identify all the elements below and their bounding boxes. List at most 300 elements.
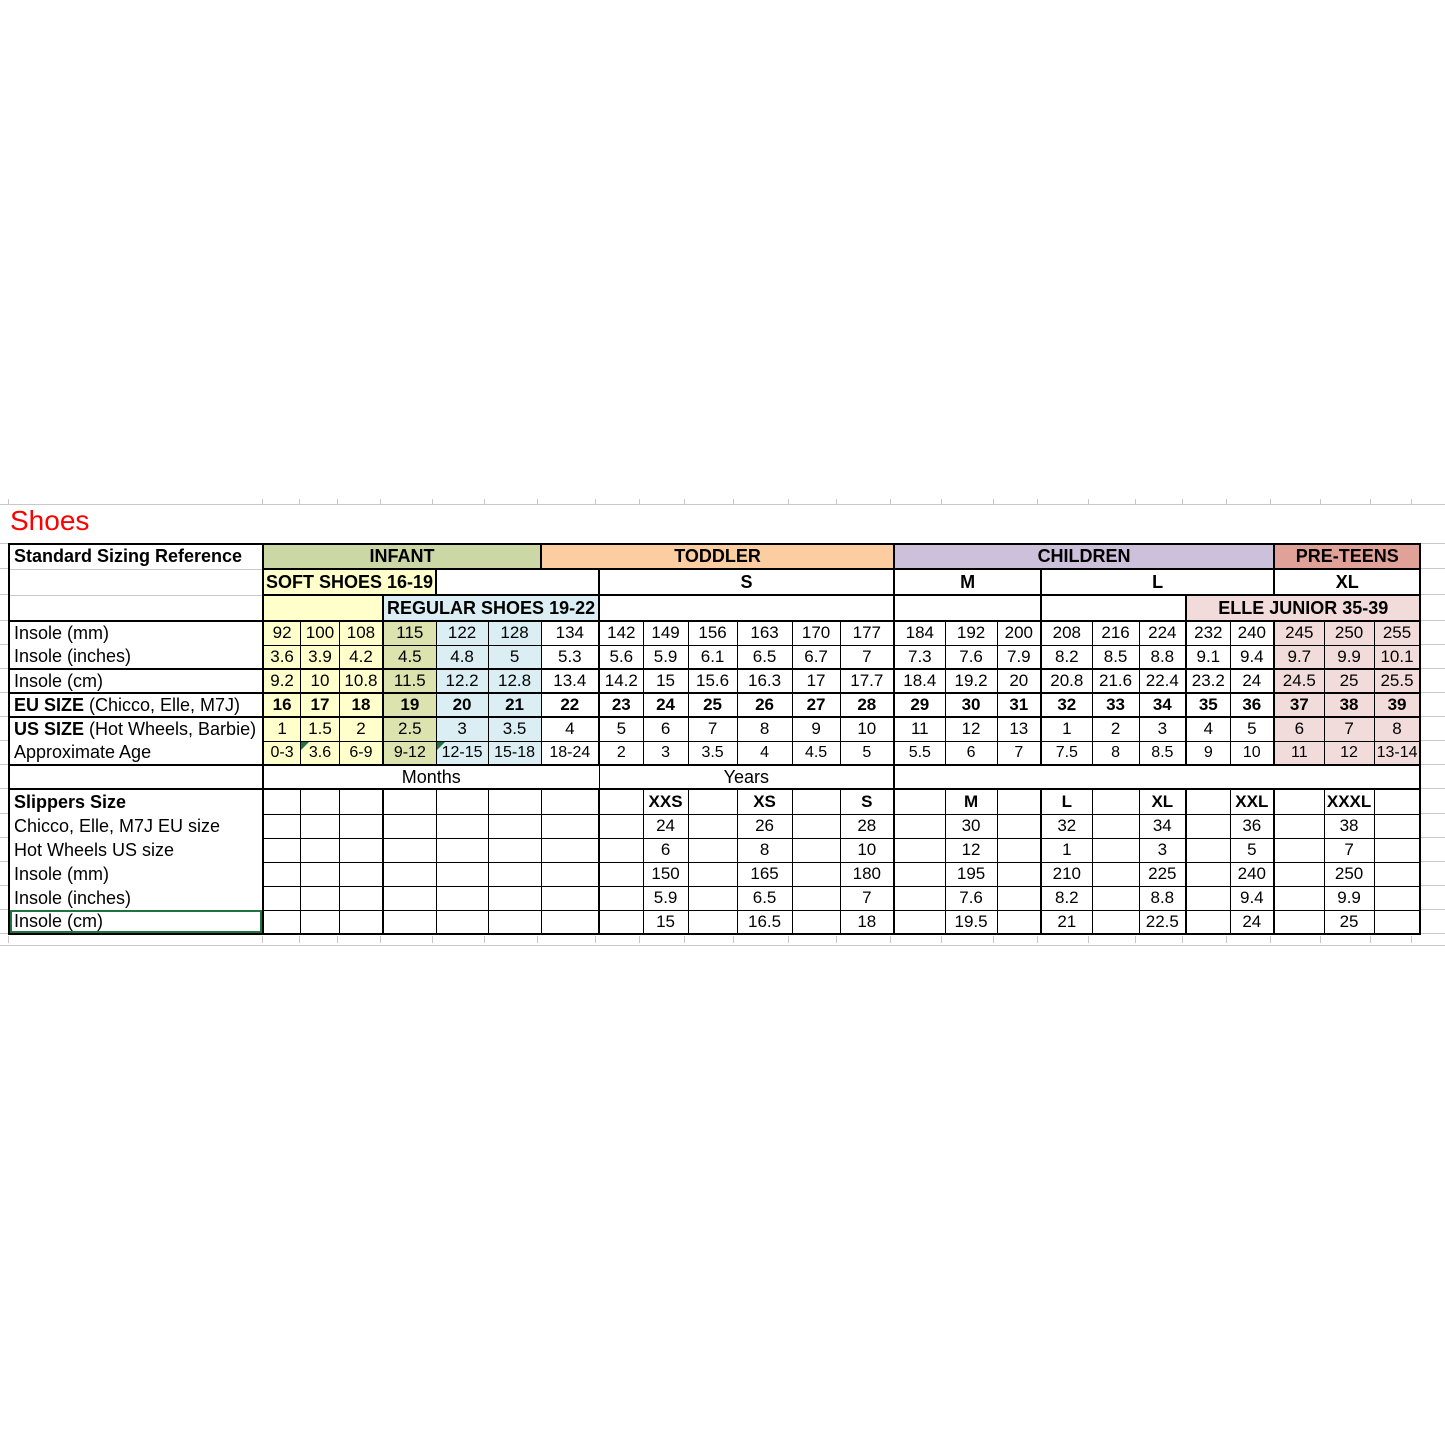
value-cell[interactable]: 9.4 — [1230, 886, 1274, 910]
empty-grid-cell[interactable] — [339, 789, 383, 814]
value-cell[interactable]: 7 — [997, 741, 1041, 765]
value-cell[interactable]: 10 — [840, 717, 894, 741]
shoe-type-cell[interactable]: ELLE JUNIOR 35-39 — [1186, 595, 1420, 621]
value-cell[interactable]: 20 — [436, 693, 488, 717]
empty-grid-cell[interactable] — [436, 862, 488, 886]
period-cell[interactable]: Years — [599, 765, 894, 789]
empty-grid-cell[interactable] — [894, 838, 945, 862]
value-cell[interactable]: 11 — [894, 717, 945, 741]
value-cell[interactable]: 11.5 — [383, 669, 436, 693]
value-cell[interactable]: 21 — [1041, 910, 1092, 934]
empty-grid-cell[interactable] — [997, 814, 1041, 838]
value-cell[interactable]: 8 — [1374, 717, 1420, 741]
value-cell[interactable]: 15-18 — [488, 741, 541, 765]
value-cell[interactable]: 6 — [643, 717, 688, 741]
value-cell[interactable]: 7.3 — [894, 645, 945, 669]
value-cell[interactable]: 19 — [383, 693, 436, 717]
value-cell[interactable]: 10 — [1230, 741, 1274, 765]
empty-grid-cell[interactable] — [488, 789, 541, 814]
empty-grid-cell[interactable] — [263, 862, 301, 886]
empty-grid-cell[interactable] — [1186, 814, 1230, 838]
value-cell[interactable]: 7 — [1324, 838, 1374, 862]
value-cell[interactable]: 142 — [599, 621, 643, 645]
empty-grid-cell[interactable] — [541, 886, 599, 910]
empty-grid-cell[interactable] — [488, 814, 541, 838]
value-cell[interactable]: 128 — [488, 621, 541, 645]
empty-grid-cell[interactable] — [541, 910, 599, 934]
value-cell[interactable]: 5 — [840, 741, 894, 765]
value-cell[interactable]: 25 — [688, 693, 737, 717]
value-cell[interactable]: 9.2 — [263, 669, 301, 693]
empty-grid-cell[interactable] — [599, 862, 643, 886]
empty-label-cell[interactable] — [9, 595, 263, 621]
value-cell[interactable]: 29 — [894, 693, 945, 717]
value-cell[interactable]: 7 — [840, 645, 894, 669]
empty-grid-cell[interactable] — [792, 814, 840, 838]
shoe-type-cell[interactable] — [894, 595, 1041, 621]
value-cell[interactable]: 4.8 — [436, 645, 488, 669]
period-cell[interactable]: Months — [263, 765, 599, 789]
slipper-size-header-cell[interactable]: XXS — [643, 789, 688, 814]
value-cell[interactable]: 149 — [643, 621, 688, 645]
empty-grid-cell[interactable] — [436, 814, 488, 838]
value-cell[interactable]: 170 — [792, 621, 840, 645]
value-cell[interactable]: 2 — [339, 717, 383, 741]
value-cell[interactable]: 4.5 — [792, 741, 840, 765]
value-cell[interactable]: 37 — [1274, 693, 1324, 717]
empty-grid-cell[interactable] — [1186, 789, 1230, 814]
value-cell[interactable]: 30 — [945, 693, 997, 717]
value-cell[interactable]: 6.5 — [737, 645, 792, 669]
value-cell[interactable]: 10 — [301, 669, 340, 693]
empty-grid-cell[interactable] — [1374, 910, 1420, 934]
value-cell[interactable]: 224 — [1139, 621, 1186, 645]
value-cell[interactable]: 18 — [339, 693, 383, 717]
value-cell[interactable]: 9.7 — [1274, 645, 1324, 669]
empty-grid-cell[interactable] — [792, 838, 840, 862]
value-cell[interactable]: 4 — [737, 741, 792, 765]
empty-grid-cell[interactable] — [383, 814, 436, 838]
value-cell[interactable]: 5.9 — [643, 645, 688, 669]
value-cell[interactable]: 9.1 — [1186, 645, 1230, 669]
empty-grid-cell[interactable] — [1274, 814, 1324, 838]
empty-grid-cell[interactable] — [383, 862, 436, 886]
value-cell[interactable]: 27 — [792, 693, 840, 717]
value-cell[interactable]: 9-12 — [383, 741, 436, 765]
empty-grid-cell[interactable] — [1274, 886, 1324, 910]
value-cell[interactable]: 24 — [643, 693, 688, 717]
row-label-cell[interactable]: Insole (mm) — [9, 621, 263, 645]
value-cell[interactable]: 32 — [1041, 693, 1092, 717]
value-cell[interactable]: 8.2 — [1041, 886, 1092, 910]
value-cell[interactable]: 9.9 — [1324, 886, 1374, 910]
empty-grid-cell[interactable] — [1274, 789, 1324, 814]
empty-grid-cell[interactable] — [599, 910, 643, 934]
value-cell[interactable]: 3 — [436, 717, 488, 741]
row-label-cell[interactable] — [9, 693, 263, 717]
empty-grid-cell[interactable] — [599, 886, 643, 910]
value-cell[interactable]: 39 — [1374, 693, 1420, 717]
value-cell[interactable]: 22.5 — [1139, 910, 1186, 934]
empty-grid-cell[interactable] — [301, 838, 340, 862]
empty-grid-cell[interactable] — [688, 862, 737, 886]
empty-grid-cell[interactable] — [263, 814, 301, 838]
empty-grid-cell[interactable] — [1374, 814, 1420, 838]
value-cell[interactable]: 245 — [1274, 621, 1324, 645]
slipper-size-header-cell[interactable]: XS — [737, 789, 792, 814]
value-cell[interactable]: 24.5 — [1274, 669, 1324, 693]
value-cell[interactable]: 9 — [1186, 741, 1230, 765]
empty-grid-cell[interactable] — [301, 862, 340, 886]
value-cell[interactable]: 8.8 — [1139, 886, 1186, 910]
value-cell[interactable]: 12 — [945, 838, 997, 862]
empty-grid-cell[interactable] — [1092, 814, 1139, 838]
size-letter-cell[interactable] — [436, 569, 599, 595]
empty-grid-cell[interactable] — [301, 910, 340, 934]
empty-grid-cell[interactable] — [894, 789, 945, 814]
value-cell[interactable]: 18-24 — [541, 741, 599, 765]
empty-grid-cell[interactable] — [488, 910, 541, 934]
empty-grid-cell[interactable] — [1092, 910, 1139, 934]
value-cell[interactable]: 210 — [1041, 862, 1092, 886]
empty-grid-cell[interactable] — [1274, 910, 1324, 934]
empty-grid-cell[interactable] — [997, 862, 1041, 886]
value-cell[interactable]: 192 — [945, 621, 997, 645]
value-cell[interactable]: 10.1 — [1374, 645, 1420, 669]
value-cell[interactable]: 8 — [737, 838, 792, 862]
empty-grid-cell[interactable] — [541, 862, 599, 886]
value-cell[interactable]: 1 — [1041, 717, 1092, 741]
size-letter-cell[interactable]: S — [599, 569, 894, 595]
group-header-cell[interactable]: INFANT — [263, 544, 541, 569]
row-label-cell[interactable] — [9, 717, 263, 741]
empty-grid-cell[interactable] — [894, 886, 945, 910]
value-cell[interactable]: 3.5 — [488, 717, 541, 741]
value-cell[interactable]: 16.3 — [737, 669, 792, 693]
empty-grid-cell[interactable] — [339, 838, 383, 862]
empty-grid-cell[interactable] — [1374, 862, 1420, 886]
empty-grid-cell[interactable] — [1186, 910, 1230, 934]
empty-label-cell[interactable] — [9, 765, 263, 789]
value-cell[interactable]: 7.6 — [945, 645, 997, 669]
empty-grid-cell[interactable] — [1374, 886, 1420, 910]
value-cell[interactable]: 5 — [1230, 717, 1274, 741]
value-cell[interactable]: 100 — [301, 621, 340, 645]
size-letter-cell[interactable]: L — [1041, 569, 1274, 595]
value-cell[interactable]: 4.2 — [339, 645, 383, 669]
value-cell[interactable]: 2.5 — [383, 717, 436, 741]
value-cell[interactable]: 31 — [997, 693, 1041, 717]
value-cell[interactable]: 14.2 — [599, 669, 643, 693]
value-cell[interactable]: 5 — [488, 645, 541, 669]
value-cell[interactable]: 18.4 — [894, 669, 945, 693]
value-cell[interactable]: 6.5 — [737, 886, 792, 910]
slipper-size-header-cell[interactable]: XXL — [1230, 789, 1274, 814]
value-cell[interactable]: 36 — [1230, 814, 1274, 838]
value-cell[interactable]: 250 — [1324, 862, 1374, 886]
row-label-cell[interactable]: Insole (cm) — [9, 910, 263, 934]
empty-grid-cell[interactable] — [541, 814, 599, 838]
value-cell[interactable]: 16 — [263, 693, 301, 717]
value-cell[interactable]: 3 — [643, 741, 688, 765]
row-label-cell[interactable]: Insole (inches) — [9, 645, 263, 669]
empty-grid-cell[interactable] — [894, 910, 945, 934]
value-cell[interactable]: 8.2 — [1041, 645, 1092, 669]
value-cell[interactable]: 7.5 — [1041, 741, 1092, 765]
value-cell[interactable]: 200 — [997, 621, 1041, 645]
value-cell[interactable]: 20.8 — [1041, 669, 1092, 693]
value-cell[interactable]: 184 — [894, 621, 945, 645]
value-cell[interactable]: 240 — [1230, 862, 1274, 886]
value-cell[interactable]: 3.9 — [301, 645, 340, 669]
value-cell[interactable]: 21 — [488, 693, 541, 717]
value-cell[interactable]: 34 — [1139, 814, 1186, 838]
empty-grid-cell[interactable] — [894, 862, 945, 886]
value-cell[interactable]: 36 — [1230, 693, 1274, 717]
value-cell[interactable]: 15.6 — [688, 669, 737, 693]
row-label-cell[interactable]: Approximate Age — [9, 741, 263, 765]
value-cell[interactable]: 17 — [792, 669, 840, 693]
value-cell[interactable]: 10 — [840, 838, 894, 862]
value-cell[interactable]: 15 — [643, 669, 688, 693]
value-cell[interactable]: 216 — [1092, 621, 1139, 645]
slipper-size-header-cell[interactable]: XL — [1139, 789, 1186, 814]
value-cell[interactable]: 25.5 — [1374, 669, 1420, 693]
value-cell[interactable]: 4 — [1186, 717, 1230, 741]
value-cell[interactable]: 34 — [1139, 693, 1186, 717]
empty-grid-cell[interactable] — [339, 886, 383, 910]
empty-grid-cell[interactable] — [541, 789, 599, 814]
value-cell[interactable]: 33 — [1092, 693, 1139, 717]
empty-grid-cell[interactable] — [599, 838, 643, 862]
value-cell[interactable]: 208 — [1041, 621, 1092, 645]
value-cell[interactable]: 13-14 — [1374, 741, 1420, 765]
value-cell[interactable]: 5 — [599, 717, 643, 741]
value-cell[interactable]: 134 — [541, 621, 599, 645]
value-cell[interactable]: 122 — [436, 621, 488, 645]
row-label-cell[interactable]: Insole (inches) — [9, 886, 263, 910]
value-cell[interactable]: 165 — [737, 862, 792, 886]
empty-grid-cell[interactable] — [1186, 838, 1230, 862]
reference-title-cell[interactable]: Standard Sizing Reference — [9, 544, 263, 569]
value-cell[interactable]: 6.7 — [792, 645, 840, 669]
value-cell[interactable]: 5.6 — [599, 645, 643, 669]
value-cell[interactable]: 9.4 — [1230, 645, 1274, 669]
row-label-cell[interactable]: Hot Wheels US size — [9, 838, 263, 862]
value-cell[interactable]: 18 — [840, 910, 894, 934]
shoe-type-cell[interactable] — [599, 595, 894, 621]
value-cell[interactable]: 30 — [945, 814, 997, 838]
group-header-cell[interactable]: PRE-TEENS — [1274, 544, 1420, 569]
value-cell[interactable]: 12.8 — [488, 669, 541, 693]
size-letter-cell[interactable]: SOFT SHOES 16-19 — [263, 569, 436, 595]
empty-grid-cell[interactable] — [488, 838, 541, 862]
empty-grid-cell[interactable] — [301, 789, 340, 814]
value-cell[interactable]: 20 — [997, 669, 1041, 693]
value-cell[interactable]: 17.7 — [840, 669, 894, 693]
empty-grid-cell[interactable] — [1374, 838, 1420, 862]
value-cell[interactable]: 17 — [301, 693, 340, 717]
row-label-cell[interactable]: Insole (cm) — [9, 669, 263, 693]
value-cell[interactable]: 255 — [1374, 621, 1420, 645]
empty-grid-cell[interactable] — [488, 886, 541, 910]
empty-grid-cell[interactable] — [488, 862, 541, 886]
value-cell[interactable]: 156 — [688, 621, 737, 645]
empty-grid-cell[interactable] — [301, 814, 340, 838]
empty-grid-cell[interactable] — [339, 910, 383, 934]
value-cell[interactable]: 3 — [1139, 838, 1186, 862]
slipper-size-header-cell[interactable]: XXXL — [1324, 789, 1374, 814]
empty-grid-cell[interactable] — [263, 886, 301, 910]
value-cell[interactable]: 21.6 — [1092, 669, 1139, 693]
value-cell[interactable]: 13 — [997, 717, 1041, 741]
value-cell[interactable] — [301, 741, 340, 765]
value-cell[interactable]: 7.6 — [945, 886, 997, 910]
value-cell[interactable]: 7.9 — [997, 645, 1041, 669]
group-header-cell[interactable]: CHILDREN — [894, 544, 1274, 569]
value-cell[interactable]: 108 — [339, 621, 383, 645]
value-cell[interactable]: 177 — [840, 621, 894, 645]
empty-grid-cell[interactable] — [997, 789, 1041, 814]
value-cell[interactable]: 35 — [1186, 693, 1230, 717]
value-cell[interactable]: 24 — [1230, 910, 1274, 934]
empty-grid-cell[interactable] — [1186, 886, 1230, 910]
value-cell[interactable]: 8 — [737, 717, 792, 741]
value-cell[interactable]: 1 — [1041, 838, 1092, 862]
value-cell[interactable]: 19.2 — [945, 669, 997, 693]
sheet-title-cell[interactable]: Shoes — [10, 505, 90, 536]
slipper-size-header-cell[interactable]: S — [840, 789, 894, 814]
slipper-size-header-cell[interactable]: L — [1041, 789, 1092, 814]
value-cell[interactable]: 8 — [1092, 741, 1139, 765]
value-cell[interactable]: 180 — [840, 862, 894, 886]
value-cell[interactable]: 38 — [1324, 814, 1374, 838]
empty-grid-cell[interactable] — [263, 910, 301, 934]
empty-grid-cell[interactable] — [688, 910, 737, 934]
size-letter-cell[interactable]: XL — [1274, 569, 1420, 595]
value-cell[interactable]: 8.5 — [1092, 645, 1139, 669]
value-cell[interactable]: 23.2 — [1186, 669, 1230, 693]
size-letter-cell[interactable]: M — [894, 569, 1041, 595]
empty-grid-cell[interactable] — [436, 838, 488, 862]
value-cell[interactable]: 25 — [1324, 669, 1374, 693]
empty-grid-cell[interactable] — [263, 789, 301, 814]
empty-grid-cell[interactable] — [792, 910, 840, 934]
value-cell[interactable]: 5 — [1230, 838, 1274, 862]
empty-grid-cell[interactable] — [541, 838, 599, 862]
value-cell[interactable]: 16.5 — [737, 910, 792, 934]
value-cell[interactable]: 250 — [1324, 621, 1374, 645]
empty-grid-cell[interactable] — [1092, 886, 1139, 910]
value-cell[interactable]: 6.1 — [688, 645, 737, 669]
value-cell[interactable]: 195 — [945, 862, 997, 886]
value-cell[interactable]: 23 — [599, 693, 643, 717]
value-cell[interactable]: 7 — [840, 886, 894, 910]
value-cell[interactable]: 163 — [737, 621, 792, 645]
value-cell[interactable]: 225 — [1139, 862, 1186, 886]
value-cell[interactable]: 2 — [1092, 717, 1139, 741]
value-cell[interactable]: 28 — [840, 693, 894, 717]
value-cell[interactable]: 1.5 — [301, 717, 340, 741]
value-cell[interactable]: 9.9 — [1324, 645, 1374, 669]
empty-grid-cell[interactable] — [383, 886, 436, 910]
empty-grid-cell[interactable] — [997, 838, 1041, 862]
value-cell[interactable]: 32 — [1041, 814, 1092, 838]
value-cell[interactable]: 3.5 — [688, 741, 737, 765]
period-cell[interactable] — [894, 765, 1420, 789]
shoe-type-cell[interactable] — [263, 595, 383, 621]
value-cell[interactable]: 24 — [1230, 669, 1274, 693]
empty-grid-cell[interactable] — [792, 886, 840, 910]
row-label-cell[interactable]: Chicco, Elle, M7J EU size — [9, 814, 263, 838]
empty-grid-cell[interactable] — [436, 886, 488, 910]
value-cell[interactable]: 6 — [643, 838, 688, 862]
value-cell[interactable]: 232 — [1186, 621, 1230, 645]
value-cell[interactable]: 4 — [541, 717, 599, 741]
value-cell[interactable]: 12 — [1324, 741, 1374, 765]
value-cell[interactable]: 3 — [1139, 717, 1186, 741]
value-cell[interactable]: 92 — [263, 621, 301, 645]
empty-grid-cell[interactable] — [1092, 789, 1139, 814]
empty-grid-cell[interactable] — [599, 789, 643, 814]
value-cell[interactable]: 22.4 — [1139, 669, 1186, 693]
value-cell[interactable]: 26 — [737, 814, 792, 838]
value-cell[interactable]: 1 — [263, 717, 301, 741]
value-cell[interactable]: 7 — [688, 717, 737, 741]
value-cell[interactable]: 24 — [643, 814, 688, 838]
empty-grid-cell[interactable] — [997, 910, 1041, 934]
empty-grid-cell[interactable] — [1092, 838, 1139, 862]
value-cell[interactable]: 7 — [1324, 717, 1374, 741]
empty-grid-cell[interactable] — [688, 814, 737, 838]
value-cell[interactable]: 150 — [643, 862, 688, 886]
value-cell[interactable]: 5.3 — [541, 645, 599, 669]
empty-grid-cell[interactable] — [436, 910, 488, 934]
empty-grid-cell[interactable] — [792, 789, 840, 814]
value-cell[interactable]: 5.9 — [643, 886, 688, 910]
slippers-title-cell[interactable]: Slippers Size — [9, 789, 263, 814]
empty-grid-cell[interactable] — [688, 886, 737, 910]
empty-grid-cell[interactable] — [383, 789, 436, 814]
value-cell[interactable]: 12.2 — [436, 669, 488, 693]
value-cell[interactable]: 10.8 — [339, 669, 383, 693]
value-cell[interactable]: 19.5 — [945, 910, 997, 934]
value-cell[interactable]: 0-3 — [263, 741, 301, 765]
value-cell[interactable]: 8.8 — [1139, 645, 1186, 669]
value-cell[interactable]: 8.5 — [1139, 741, 1186, 765]
shoe-type-cell[interactable] — [1041, 595, 1186, 621]
empty-grid-cell[interactable] — [263, 838, 301, 862]
value-cell[interactable]: 15 — [643, 910, 688, 934]
value-cell[interactable]: 9 — [792, 717, 840, 741]
value-cell[interactable]: 6 — [1274, 717, 1324, 741]
value-cell[interactable]: 2 — [599, 741, 643, 765]
value-cell[interactable]: 4.5 — [383, 645, 436, 669]
value-cell[interactable]: 115 — [383, 621, 436, 645]
empty-grid-cell[interactable] — [383, 910, 436, 934]
empty-grid-cell[interactable] — [688, 838, 737, 862]
value-cell[interactable]: 38 — [1324, 693, 1374, 717]
value-cell[interactable] — [436, 741, 488, 765]
empty-grid-cell[interactable] — [688, 789, 737, 814]
value-cell[interactable]: 28 — [840, 814, 894, 838]
empty-label-cell[interactable] — [9, 569, 263, 595]
value-cell[interactable]: 240 — [1230, 621, 1274, 645]
empty-grid-cell[interactable] — [1092, 862, 1139, 886]
empty-grid-cell[interactable] — [339, 862, 383, 886]
group-header-cell[interactable]: TODDLER — [541, 544, 894, 569]
value-cell[interactable]: 5.5 — [894, 741, 945, 765]
